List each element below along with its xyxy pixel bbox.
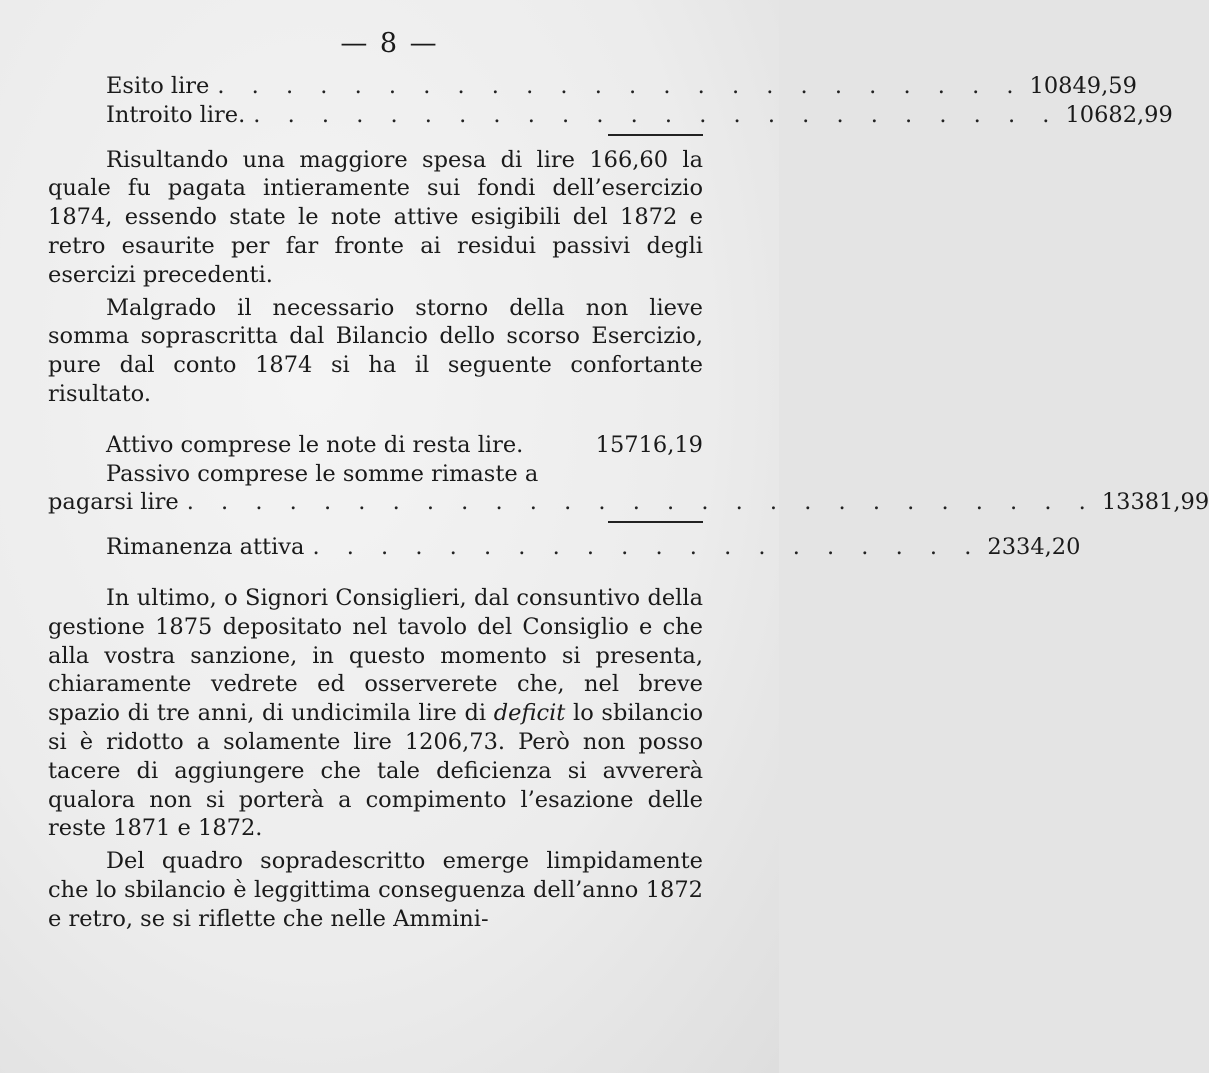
leader-dots: . . . . . . . . . . . . . . . . . . . . . . . . . . .	[186, 489, 1096, 516]
ledger-label: Introito lire.	[106, 101, 246, 128]
paragraph-in-ultimo	[48, 584, 703, 843]
ledger-label: Rimanenza attiva	[106, 534, 305, 561]
ledger-label: Attivo comprese le note di resta lire.	[106, 431, 524, 458]
ledger-amount: 2334,20	[987, 534, 1081, 561]
ledger-row-attivo	[48, 431, 703, 460]
page-body	[48, 72, 1209, 934]
ledger-amount: 10682,99	[1065, 101, 1173, 128]
ledger-row-passivo-label: Passivo comprese le somme rimaste a	[106, 460, 539, 487]
ledger-amount: 10849,59	[1029, 73, 1137, 99]
paragraph-del-quadro: Del quadro sopradescritto emerge limpidamente che lo sbilancio è leggittima conseguenza dell’anno 1872 e retro, se si riflette che nelle Ammini-	[48, 848, 703, 932]
ledger-amount: 13381,99	[1101, 489, 1209, 516]
paragraph-text: In ultimo, o Signori Consiglieri, dal consuntivo della gestione 1875 depositato nel tavolo del Consiglio e che alla vostra sanzione, in questo momento si presenta, chiaramente vedrete ed osserverete che, nel breve spazio di tre anni, di undicimila lire di	[48, 584, 703, 727]
paragraph-malgrado: Malgrado il necessario storno della non lieve somma soprascritta dal Bilancio dello scorso Esercizio, pure dal conto 1874 si ha il seguente confortante risultato.	[48, 294, 703, 407]
paragraph-text: lo sbilancio si è ridotto a solamente lire 1206,73. Però non posso tacere di aggiungere che tale deficienza si avvererà qualora non si porterà a compimento l’esazione delle reste 1871 e 1872.	[48, 700, 703, 842]
ledger-label: pagarsi lire	[48, 489, 179, 516]
ledger-label: Esito lire	[106, 73, 210, 99]
paragraph-risultando: Risultando una maggiore spesa di lire 166,60 la quale fu pagata intieramente sui fondi dell’esercizio 1874, essendo state le note attive esigibili del 1872 e retro esaurite per far fronte ai residui passivi degli esercizi precedenti.	[48, 146, 703, 288]
page-number: — 8 —	[340, 28, 439, 59]
ledger-row-rimanenza	[48, 533, 1081, 562]
ledger-row-esito	[48, 72, 1137, 101]
leader-dots: . . . . . . . . . . . . . . . . . . . .	[312, 534, 982, 561]
ledger-amount: 15716,19	[595, 431, 703, 458]
leader-dots: . . . . . . . . . . . . . . . . . . . . . . . .	[217, 73, 1024, 99]
sum-rule	[608, 134, 703, 136]
leader-dots: . . . . . . . . . . . . . . . . . . . . . . . .	[253, 101, 1060, 128]
sum-rule	[608, 521, 703, 523]
ledger-row-passivo	[48, 488, 1209, 517]
italic-term: deficit	[493, 700, 566, 727]
ledger-row-introito	[48, 101, 1173, 130]
